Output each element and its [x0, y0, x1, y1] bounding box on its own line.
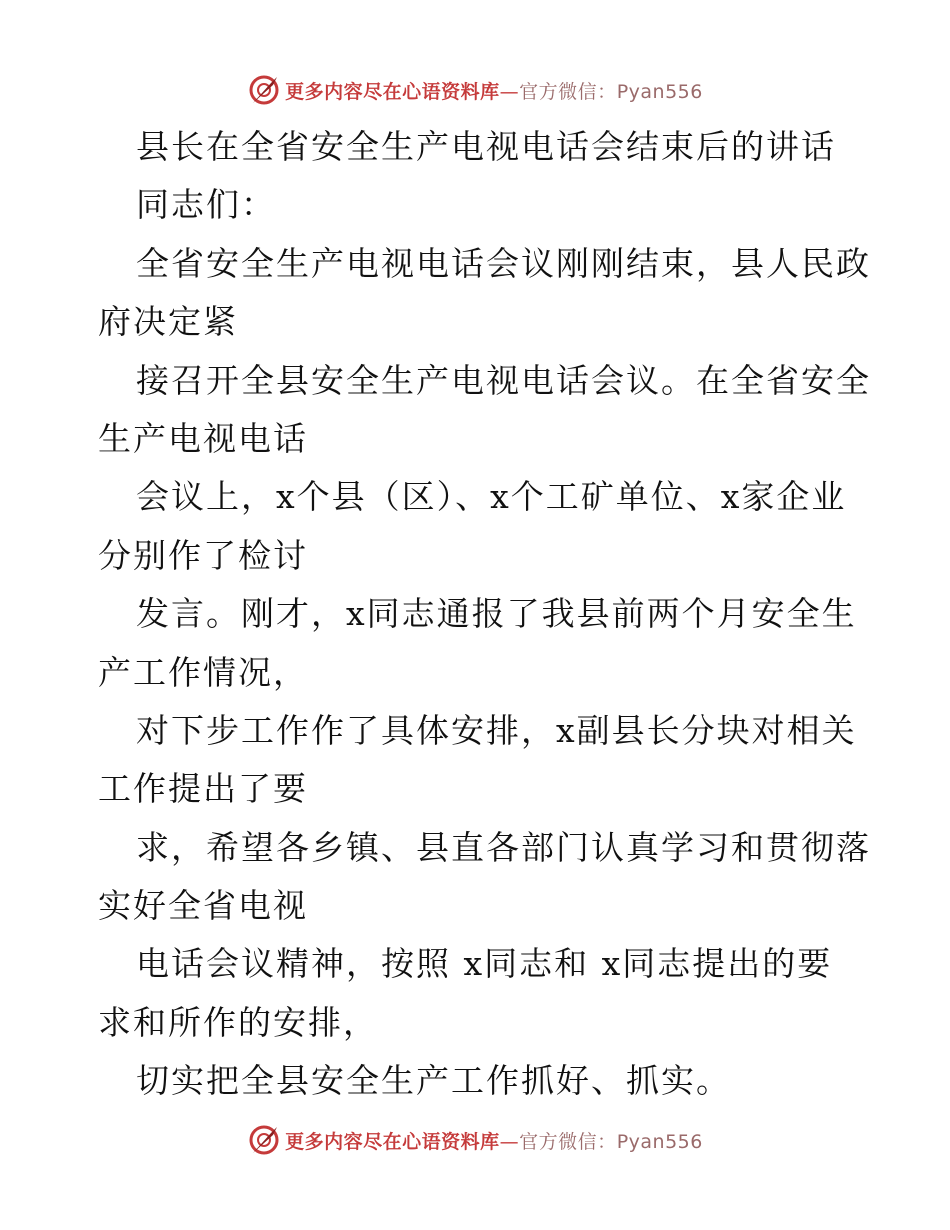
quill-logo-icon — [247, 73, 281, 107]
footer-banner — [0, 1120, 950, 1160]
banner-wechat-id: Pyan556 — [616, 1130, 703, 1153]
paragraph-line: 对下步工作作了具体安排，x副县长分块对相关 — [136, 710, 857, 750]
paragraph-line: 电话会议精神，按照 x同志和 x同志提出的要 — [136, 944, 833, 984]
banner-dash: — — [499, 1130, 520, 1153]
banner-sub-text: 官方微信： — [519, 1130, 617, 1153]
paragraph-line: 工作提出了要 — [98, 769, 308, 809]
banner-wechat-id: Pyan556 — [616, 80, 703, 103]
paragraph-line: 生产电视电话 — [98, 418, 308, 458]
paragraph-line: 府决定紧 — [98, 302, 238, 342]
paragraph-line: 发言。刚才，x同志通报了我县前两个月安全生 — [136, 594, 857, 634]
quill-logo-icon — [247, 1123, 281, 1157]
banner-sub-text: 官方微信： — [519, 80, 617, 103]
document-body — [98, 118, 871, 1111]
banner-dash: — — [499, 80, 520, 103]
paragraph-line: 产工作情况， — [98, 652, 308, 692]
banner-main-text: 更多内容尽在心语资料库 — [285, 1130, 500, 1153]
paragraph-line: 全省安全生产电视电话会议刚刚结束，县人民政 — [136, 243, 871, 283]
paragraph-line: 求，希望各乡镇、县直各部门认真学习和贯彻落 — [136, 827, 871, 867]
salutation: 同志们： — [136, 185, 276, 225]
paragraph-line: 求和所作的安排， — [98, 1002, 378, 1042]
paragraph-line: 实好全省电视 — [98, 886, 308, 926]
document-title: 县长在全省安全生产电视电话会结束后的讲话 — [136, 127, 836, 166]
header-banner — [0, 70, 950, 110]
paragraph-line: 切实把全县安全生产工作抓好、抓实。 — [136, 1061, 731, 1101]
paragraph-line: 会议上，x个县（区）、x个工矿单位、x家企业 — [136, 477, 847, 517]
banner-main-text: 更多内容尽在心语资料库 — [285, 80, 500, 103]
paragraph-line: 接召开全县安全生产电视电话会议。在全省安全 — [136, 360, 871, 400]
paragraph-line: 分别作了检讨 — [98, 535, 308, 575]
